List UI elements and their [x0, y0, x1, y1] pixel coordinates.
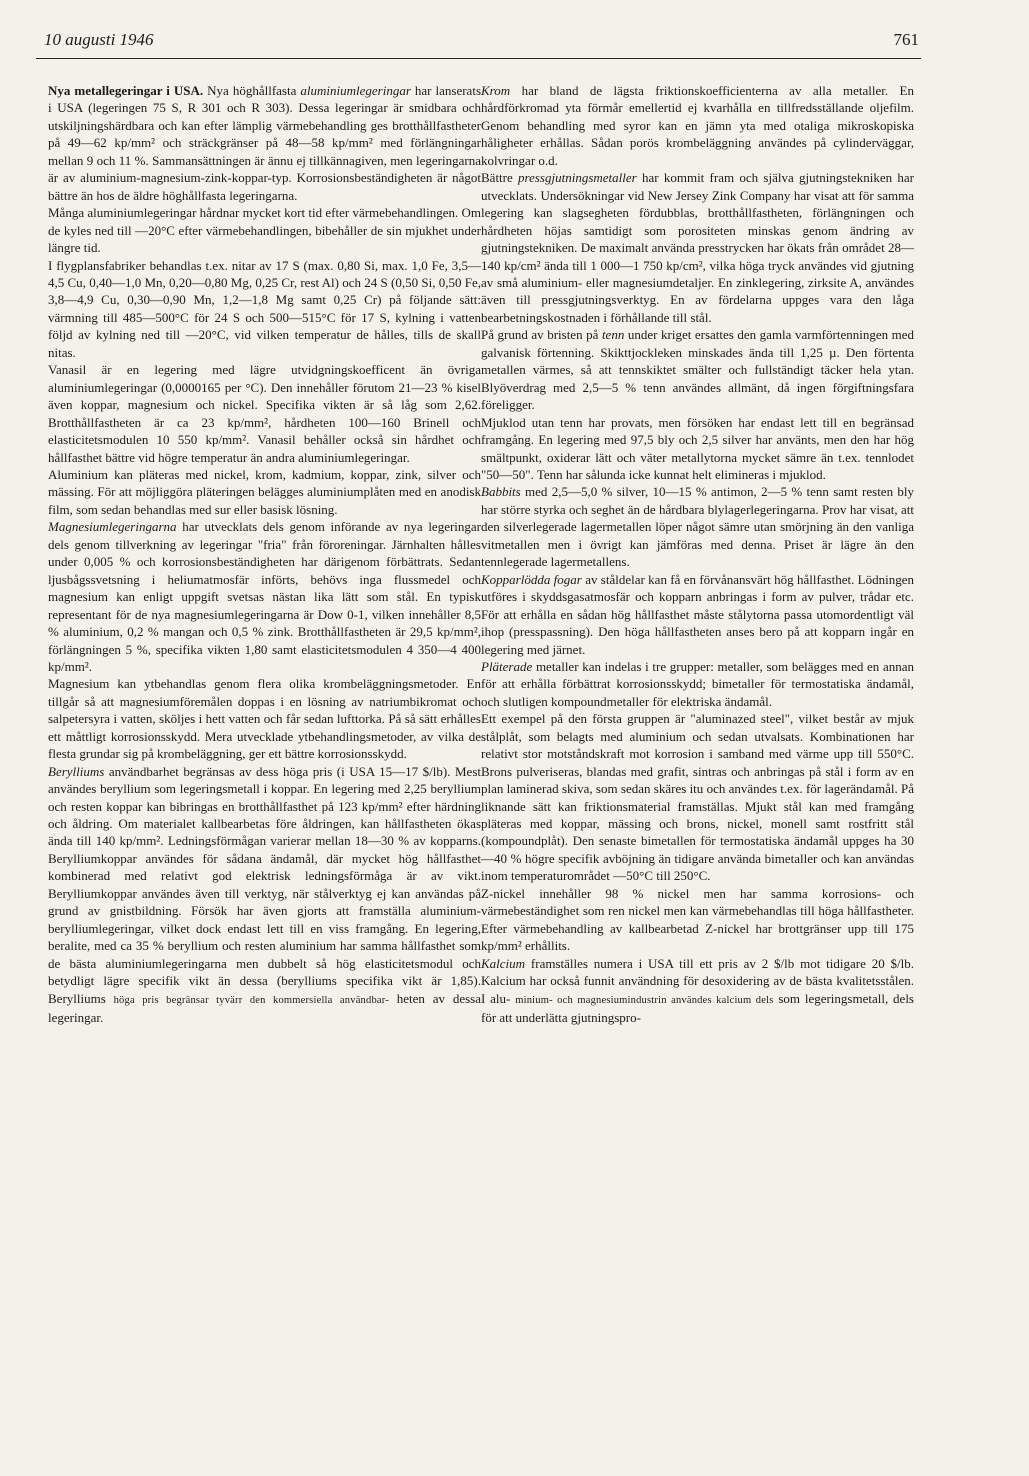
page-date: 10 augusti 1946	[44, 30, 154, 49]
paragraph-kopparlodda: Kopparlödda fogar av ståldelar kan få en förvånansvärt hög hållfasthet. Lödningen utföres i skyddsgasatmosfär och kopparn anbringas i form av pulver, trådar etc. För att erhålla en sådan hög hållfasthet måste stålytorna passa utomordentligt väl ihop (presspassning). Den höga hållfastheten anses bero på att kopparn ingår en legering med järnet.	[481, 571, 915, 657]
left-column	[48, 82, 481, 1026]
paragraph-pressgjutning: Bättre pressgjutningsmetaller har kommit fram och själva gjutningstekniken har utvecklats. Undersökningar vid New Jersey Zink Company har visat att för samma legering kan slagsegheten fördubblas, brotthållfastheten, förlängningen och hårdheten höjas samtidigt som porositeten minskas genom ändring av gjutningstekniken. De maximalt använda presstrycken har ökats från området 28—140 kp/cm² ända till 1 000—1 750 kp/cm², vilka höga tryck användes vid gjutning av små aluminium- eller magnesiumdetaljer. En zinklegering, zirksite A, användes även till pressgjutningsverktyg. En av fördelarna uppges vara den låga bearbetningskostnaden i förhållande till stål.	[481, 170, 915, 325]
paragraph: Magnesium kan ytbehandlas genom flera olika krombeläggningsmetoder. En tillgår så att magnesiumföremålen doppas i en lösning av natriumbikromat och salpetersyra i vatten, sköljes i hett vatten och får sedan lufttorka. På så sätt erhålles ett måttligt korrosionsskydd. Mera utvecklade ytbehandlingsmetoder, av vilka de flesta grundar sig på krombeläggning, ger ett bättre korrosionsskydd.	[48, 676, 481, 762]
paragraph: Ett exempel på den första gruppen är "aluminazed steel", vilket består av mjuk stålplåt, som belagts med aluminium och sedan utvalsats. Kombinationen har relativt stor motståndskraft mot korrosion i samband med värme upp till 550°C. Brons pulveriseras, blandas med grafit, sintras och anbringas på stål i form av en plan laminerad skiva, som sedan skäres itu och användes t.ex. för lagerändamål. På liknande sätt kan friktionsmaterial framställas. Mjukt stål kan med framgång pläteras med koppar, mässing och brons, nickel, monell samt rostfritt stål (kompoundplåt). Den senaste bimetallen för termostatiska ändamål uppges ha 30—40 % högre specifik avböjning än tidigare använda bimetaller och kan användas inom temperaturområdet —50°C till 250°C.	[481, 711, 914, 884]
paragraph: Z-nickel innehåller 98 % nickel men har samma korrosions- och värmebeständighet som ren nickel men kan värmebehandlas till höga hållfastheter. Efter värmebehandling av kallbearbetad Z-nickel har brottgränser upp till 175 kp/mm² erhållits.	[481, 885, 914, 954]
paragraph-krom: Krom har bland de lägsta friktionskoefficienterna av alla metaller. En hårdförkromad yta förmår emellertid ej kvarhålla en tillfredsställande oljefilm. Genom behandling med syror kan en jämn yta med otaliga mikroskopiska håligheter erhållas. Sådan porös krombeläggning användes på cylinderväggar, kolvringar o.d.	[481, 83, 914, 168]
paragraph-babbits: Babbits med 2,5—5,0 % silver, 10—15 % antimon, 2—5 % tenn samt resten bly har större styrka och seghet än de hårdbara blylagerlegeringarna. Prov har visat, att den silverlegerade lagermetallen löper något sämre utan smörjning än den vanliga vitmetallen men i övrigt kan jämföras med denna. Priset är lägre än den tennlegerade lagermetallens.	[481, 484, 914, 570]
paragraph: Många aluminiumlegeringar hårdnar mycket kort tid efter värmebehandlingen. Om de kyles ned till —20°C efter värmebehandlingen, bibehåller de sin mjukhet under längre tid.	[48, 205, 481, 256]
paragraph: I flygplansfabriker behandlas t.ex. nitar av 17 S (max. 0,80 Si, max. 1,0 Fe, 3,5—4,5 Cu, 0,40—1,0 Mn, 0,20—0,80 Mg, 0,25 Cr, rest Al) och 24 S (0,50 Si, 0,50 Fe, 3,8—4,9 Cu, 0,30—0,90 Mn, 1,2—1,8 Mg samt 0,25 Cr) på följande sätt: värmning till 485—500°C för 24 S och 500—515°C för 17 S, kylning i vatten följd av kylning ned till —20°C, vid vilken temperatur de hålles, tills de skall nitas.	[48, 257, 481, 360]
paragraph-magnesium: Magnesiumlegeringarna har utvecklats dels genom införande av nya legeringar dels genom tillverkning av legeringar "fria" från föroreningar. Järnhalten hålles under 0,005 % och korrosionsbeständigheten har därigenom förbättrats. Sedan ljusbågssvetsning i heliumatmosfär införts, behövs inga flussmedel och magnesium kan enligt uppgift svetsas nästan lika lätt som stål. En typisk representant för de nya magnesiumlegeringarna är Dow 0-1, vilken innehåller 8,5 % aluminium, 0,2 % mangan och 0,5 % zink. Brotthållfastheten är 29,5 kp/mm², förlängningen 5 %, specifika vikten 1,80 samt elasticitetsmodulen 4 350—4 400 kp/mm².	[48, 519, 482, 674]
header-rule	[36, 58, 921, 59]
paragraph-aluminium-intro: Nya metallegeringar i USA. Nya höghållfasta aluminiumlegeringar har lanserats i USA (legeringen 75 S, R 301 och R 303). Dessa legeringar är smidbara och utskiljningshärdbara och kan efter lämplig värmebehandling ges brotthållfastheter på 49—62 kp/mm² och sträckgränser på 48—58 kp/mm² med förlängningar mellan 9 och 11 %. Sammansättningen är ännu ej tillkännagiven, men legeringarna är av aluminium-magnesium-zink-koppar-typ. Korrosionsbeständigheten är något bättre än hos de äldre höghållfasta legeringarna.	[48, 83, 481, 203]
paragraph-kalcium: Kalcium framställes numera i USA till ett pris av 2 $/lb mot tidigare 20 $/lb. Kalcium har också funnit användning för desoxidering av de bästa kvalitetsstålen. I alu- minium- och magnesiumindustrin användes kalcium dels som legeringsmetall, dels för att underlätta gjutningspro-	[481, 955, 914, 1026]
paragraph: Mjuklod utan tenn har provats, men försöken har endast lett till en begränsad framgång. En legering med 97,5 bly och 2,5 silver har använts, men den har hög smältpunkt, oxiderar lätt och väter metallytorna mycket sämre än t.ex. tennlodet "50—50". Tenn har sålunda icke kunnat helt elimineras i mjuklod.	[481, 414, 914, 482]
section-heading: Nya metallegeringar i USA.	[48, 83, 204, 98]
paragraph-tenn: På grund av bristen på tenn under kriget ersattes den gamla varmförtenningen med galvanisk förtenning. Skikttjockleken minskades ända till 1,25 µ. Den förtenta metallen värmes, så att tennskiktet smälter och fullständigt täcker hela ytan. Blyöverdrag med 2,5—5 % tenn användes allmänt, då ingen förgiftningsfara föreligger.	[481, 327, 915, 413]
page-number: 761	[893, 30, 919, 49]
paragraph-platerade: Pläterade metaller kan indelas i tre grupper: metaller, som belägges med en annan för att erhålla förbättrat korrosionsskydd; bimetaller för termostatiska ändamål, och slutligen kompoundmetaller för elektriska ändamål.	[481, 658, 915, 709]
paragraph: Vanasil är en legering med lägre utvidgningskoefficent än övriga aluminiumlegeringar (0,0000165 per °C). Den innehåller förutom 21—23 % kisel även koppar, magnesium och nickel. Specifika vikten är så låg som 2,62. Brotthållfastheten är ca 23 kp/mm², hårdheten 100—160 Brinell och elasticitetsmodulen 10 550 kp/mm². Vanasil behåller också sin hårdhet och hållfasthet bättre vid högre temperatur än andra aluminiumlegeringar.	[48, 362, 481, 465]
paragraph-beryllium: Berylliums användbarhet begränsas av dess höga pris (i USA 15—17 $/lb). Mest användes beryllium som legeringsmetall i koppar. En legering med 2,25 beryllium och resten koppar kan bibringas en brotthållfasthet på 123 kp/mm² efter härdning och åldring. Om materialet kallbearbetas före åldringen, kan hållfastheten ökas ända till 140 kp/mm². Ledningsförmågan varierar mellan 18—30 % av kopparns. Berylliumkoppar användes för sådana ändamål, där mycket hög hållfasthet kombinerad med relativt god elektrisk ledningsförmåga är av vikt. Berylliumkoppar användes även till verktyg, när stålverktyg ej kan användas på grund av gnistbildning. Försök har även gjorts att framställa aluminium-berylliumlegeringar, vilket dock endast lett till en viss framgång. En legering, beralite, med ca 35 % beryllium och resten aluminium har samma hållfasthet som de bästa aluminiumlegeringarna men dubbelt så hög elasticitetsmodul och betydligt lägre specifik vikt än dessa (berylliums specifika vikt är 1,85). Berylliums höga pris begränsar tyvärr den kommersiella användbar- heten av dessa legeringar.	[48, 763, 482, 1026]
paragraph: Aluminium kan pläteras med nickel, krom, kadmium, koppar, zink, silver och mässing. För att möjliggöra pläteringen belägges aluminiumplåten med en anodisk film, som sedan behandlas med sur eller basisk lösning.	[48, 466, 481, 517]
right-column	[481, 82, 914, 1026]
